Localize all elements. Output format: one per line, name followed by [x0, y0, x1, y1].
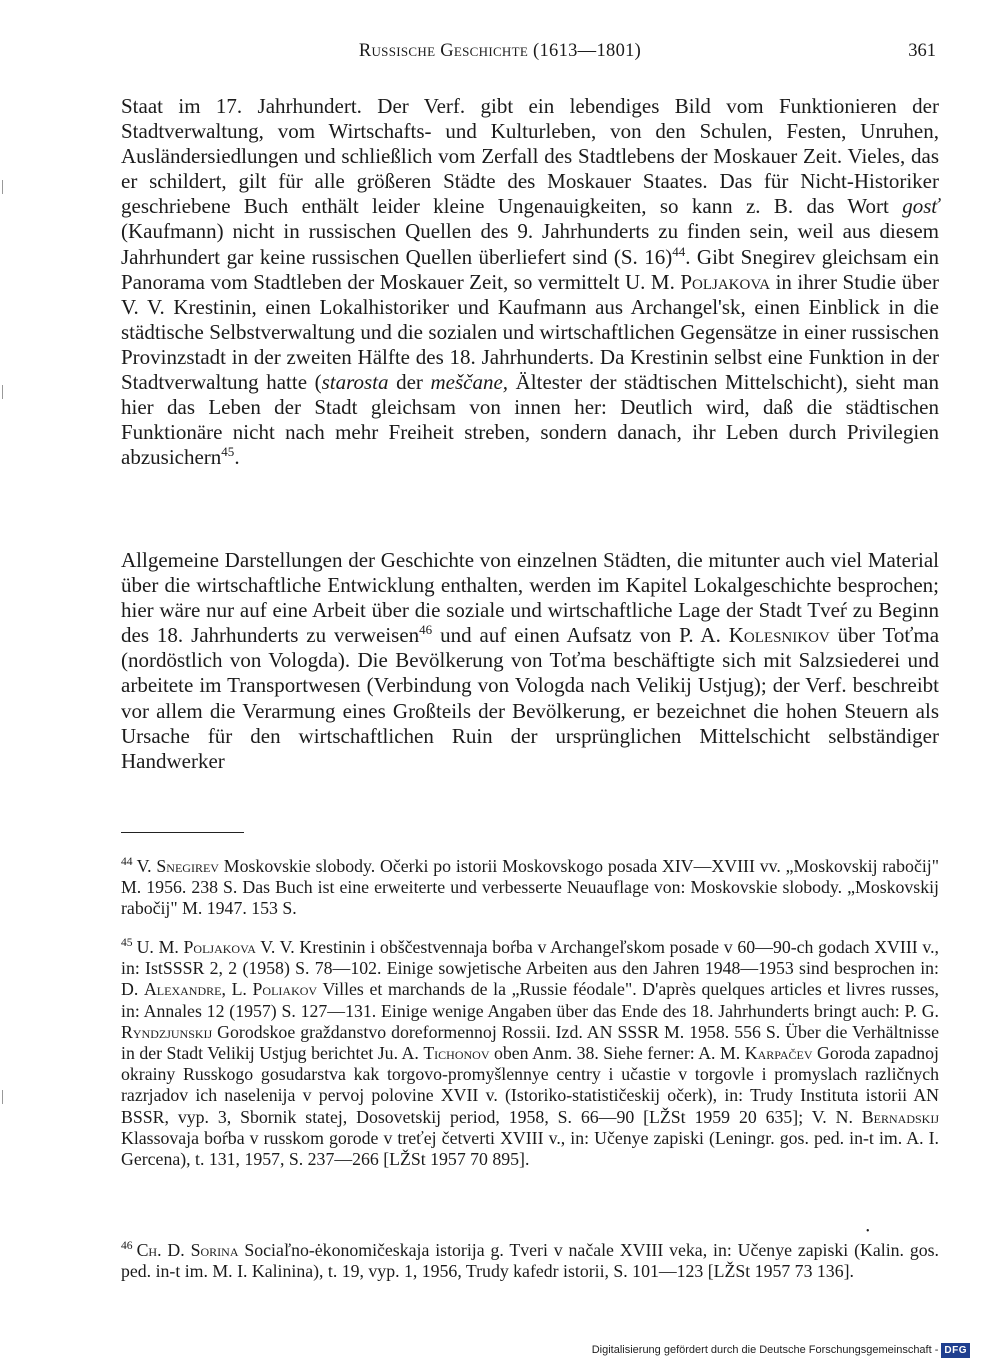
- text-run: Goroda zapadnoj okrainy Russkogo gosudarstva kak torgovo-promyšlennye centry i učastie v torgovle i promyslach različnych razrjadov ich naselenija v pervoj polovine XVII v. (Istoriko-statističeskij očerk), in: Trudy Instituta istorii AN BSSR, vyp. 3, Sbornik statej, Dosovetskij period, 1958, S. 66—90 [LŽSt 1959 20 635]; V. N.: [121, 1043, 939, 1127]
- footnote-marker: 45: [121, 936, 133, 950]
- text-run: Moskovskie slobody. Očerki po istorii Moskovskogo posada XIV—XVIII vv. „Moskovskij rabočij" M. 1956. 238 S. Das Buch ist eine erweiterte und verbesserte Neuauflage von: Moskovskie slobody. „Moskovskij rabočij" M. 1947. 153 S.: [121, 856, 939, 919]
- text-run: (Kaufmann) nicht in russischen Quellen des 9. Jahrhunderts zu finden sein, weil aus diesem Jahrhundert gar keine russischen Quellen überliefert sind (S. 16): [121, 219, 939, 269]
- text-run: V. V. Krestinin i obščestvennaja boŕba v Archangeľskom posade v 60—90-ch godach XVIII v., in: IstSSSR 2, 2 (1958) S. 78—102. Einige sowjetische Arbeiten aus den Jahren 1948—1953 sind besprochen in: D.: [121, 937, 939, 1000]
- running-title-main: Russische Geschichte: [358, 41, 529, 61]
- author-initials: Ch. D.: [136, 1240, 191, 1260]
- text-run: Ältester der städtischen Mittelschicht), sieht man hier das Leben der Stadt gleichsam von innen her: Deutlich wird, daß die städtischen Funktionäre nicht nach mehr Freiheit streben, sondern danach, ihr Leben durch Privilegien abzusichern: [121, 370, 939, 470]
- text-run: Staat im 17. Jahrhundert. Der Verf. gibt ein lebendiges Bild vom Funktionieren der Stadtverwaltung, vom Wirtschafts- und Kulturleben, von den Schulen, Festen, Unruhen, Ausländersiedlungen und schließlich vom Zerfall des Stadtlebens der Moskauer Zeit. Vieles, das er schildert, gilt für alle größeren Städte des Moskauer Staates. Das für Nicht-Historiker geschriebene Buch enthält leider kleine Ungenauigkeiten, so kann z. B. das Wort: [121, 94, 939, 219]
- author-name: Karpačev: [744, 1043, 813, 1064]
- term-meshchane: meščane,: [430, 370, 509, 395]
- author-name: Poljakova: [680, 269, 771, 294]
- author-name: Kolesnikov: [728, 623, 830, 648]
- text-run: Gorodskoe graždanstvo doreformennoj Rossii. Izd. AN SSSR M. 1958. 556 S. Über die Verhältnisse in der Stadt Velikij Ustjug berichtet Ju. A.: [121, 1021, 939, 1064]
- text-run: der: [388, 370, 431, 395]
- margin-mark: [2, 385, 9, 399]
- author-name: Tichonov: [423, 1043, 490, 1064]
- paragraph-text: [121, 548, 939, 774]
- text-run: Klassovaja boŕba v russkom gorode v treťej četverti XVIII v., in: Učenye zapiski (Leningr. gos. ped. in-t im. A. I. Gercena), t. 131, 1957, S. 237—266 [LŽSt 1957 70 895].: [121, 1127, 939, 1170]
- text-run: Villes et marchands de la „Russie féodale". D'après quelques articles et livres russes, in: Annales 12 (1957) S. 127—131. Einige wenige Angaben über das Ende des 18. Jahrhunderts bringt auch: P. G.: [121, 979, 939, 1021]
- footnote-46: [121, 1240, 939, 1282]
- term-starosta: starosta: [321, 370, 389, 395]
- text-run: und auf einen Aufsatz von P. A.: [432, 623, 729, 648]
- text-run: Sociaľno-ėkonomičeskaja istorija g. Tveri v načale XVIII veka, in: Učenye zapiski (Kalin. gos. ped. in-t im. M. I. Kalinina), t. 19, vyp. 1, 1956, Trudy kafedr istorii, S. 101—123 [LŽSt 1957 73 136].: [121, 1240, 940, 1282]
- author-name: Bernadskij: [861, 1106, 939, 1127]
- term-gost: gosť: [902, 194, 939, 219]
- text-run: V.: [136, 856, 157, 876]
- running-title: [0, 41, 1000, 62]
- page-number: 361: [908, 41, 936, 61]
- funding-notice: [592, 1339, 970, 1361]
- running-head: [0, 41, 1000, 69]
- footnote-ref-46[interactable]: 46: [419, 622, 433, 638]
- margin-mark: [2, 180, 9, 194]
- text-run: . Gibt Snegirev gleichsam ein Panorama vom Stadtleben der Moskauer Zeit, so vermittelt U. M.: [121, 244, 939, 294]
- author-name: Poljakova: [183, 937, 256, 957]
- footnote-45: [121, 937, 939, 1170]
- speck-mark: •: [866, 1226, 870, 1237]
- text-run: über Toťma (nordöstlich von Vologda). Die Bevölkerung von Toťma beschäftigte sich mit Salzsiederei und arbeitete im Transportwesen (Verbindung von Vologda nach Velikij Ustjug); der Verf. beschreibt vor allem die Verarmung eines Großteils der Bevölkerung, er bezeichnet die hohen Steuern als Ursache für den wirtschaftlichen Ruin der ursprünglichen Mittelschicht selbständiger Handwerker: [121, 623, 940, 773]
- text-run: in ihrer Studie über V. V. Krestinin, einen Lokalhistoriker und Kaufmann aus Archangel'sk, einen Einblick in die städtische Selbstverwaltung und die sozialen und wirtschaftlichen Gegensätze in einer russischen Provinzstadt in der zweiten Hälfte des 18. Jahrhunderts. Da Krestinin selbst eine Funktion in der Stadtverwaltung hatte (: [121, 269, 939, 395]
- author-name: Sorina: [190, 1240, 239, 1260]
- text-run: , L.: [221, 979, 253, 1000]
- funding-text: Digitalisierung gefördert durch die Deutsche Forschungsgemeinschaft -: [591, 1344, 939, 1356]
- author-name: Poliakov: [252, 979, 318, 1000]
- footnote-marker: 46: [121, 1239, 133, 1253]
- text-run: U. M.: [136, 937, 184, 957]
- author-name: Alexandre: [143, 979, 222, 1000]
- footnote-marker: 44: [121, 855, 133, 869]
- footnote-44: [121, 856, 939, 920]
- author-name: Ryndzjunskij: [121, 1021, 213, 1042]
- body-paragraph-2: [121, 548, 939, 774]
- text-run: Allgemeine Darstellungen der Geschichte von einzelnen Städten, die mitunter auch viel Material über die wirtschaftliche Entwicklung enthalten, werden im Kapitel Lokalgeschichte besprochen; hier wäre nur auf eine Arbeit über die soziale und wirtschaftliche Lage der Stadt Tveŕ zu Beginn des 18. Jahrhunderts zu verweisen: [121, 548, 939, 648]
- text-run: .: [234, 445, 240, 470]
- running-title-period: (1613—1801): [528, 41, 642, 61]
- paragraph-text: [121, 94, 939, 470]
- margin-mark: [2, 1090, 9, 1104]
- footnote-separator: [121, 832, 244, 833]
- text-run: oben Anm. 38. Siehe ferner: A. M.: [489, 1043, 745, 1064]
- dfg-logo: DFG: [941, 1343, 970, 1358]
- footnote-ref-44[interactable]: 44: [672, 243, 686, 259]
- author-name: Snegirev: [156, 856, 219, 876]
- body-paragraph-1: [121, 94, 939, 470]
- footnote-ref-45[interactable]: 45: [221, 444, 235, 460]
